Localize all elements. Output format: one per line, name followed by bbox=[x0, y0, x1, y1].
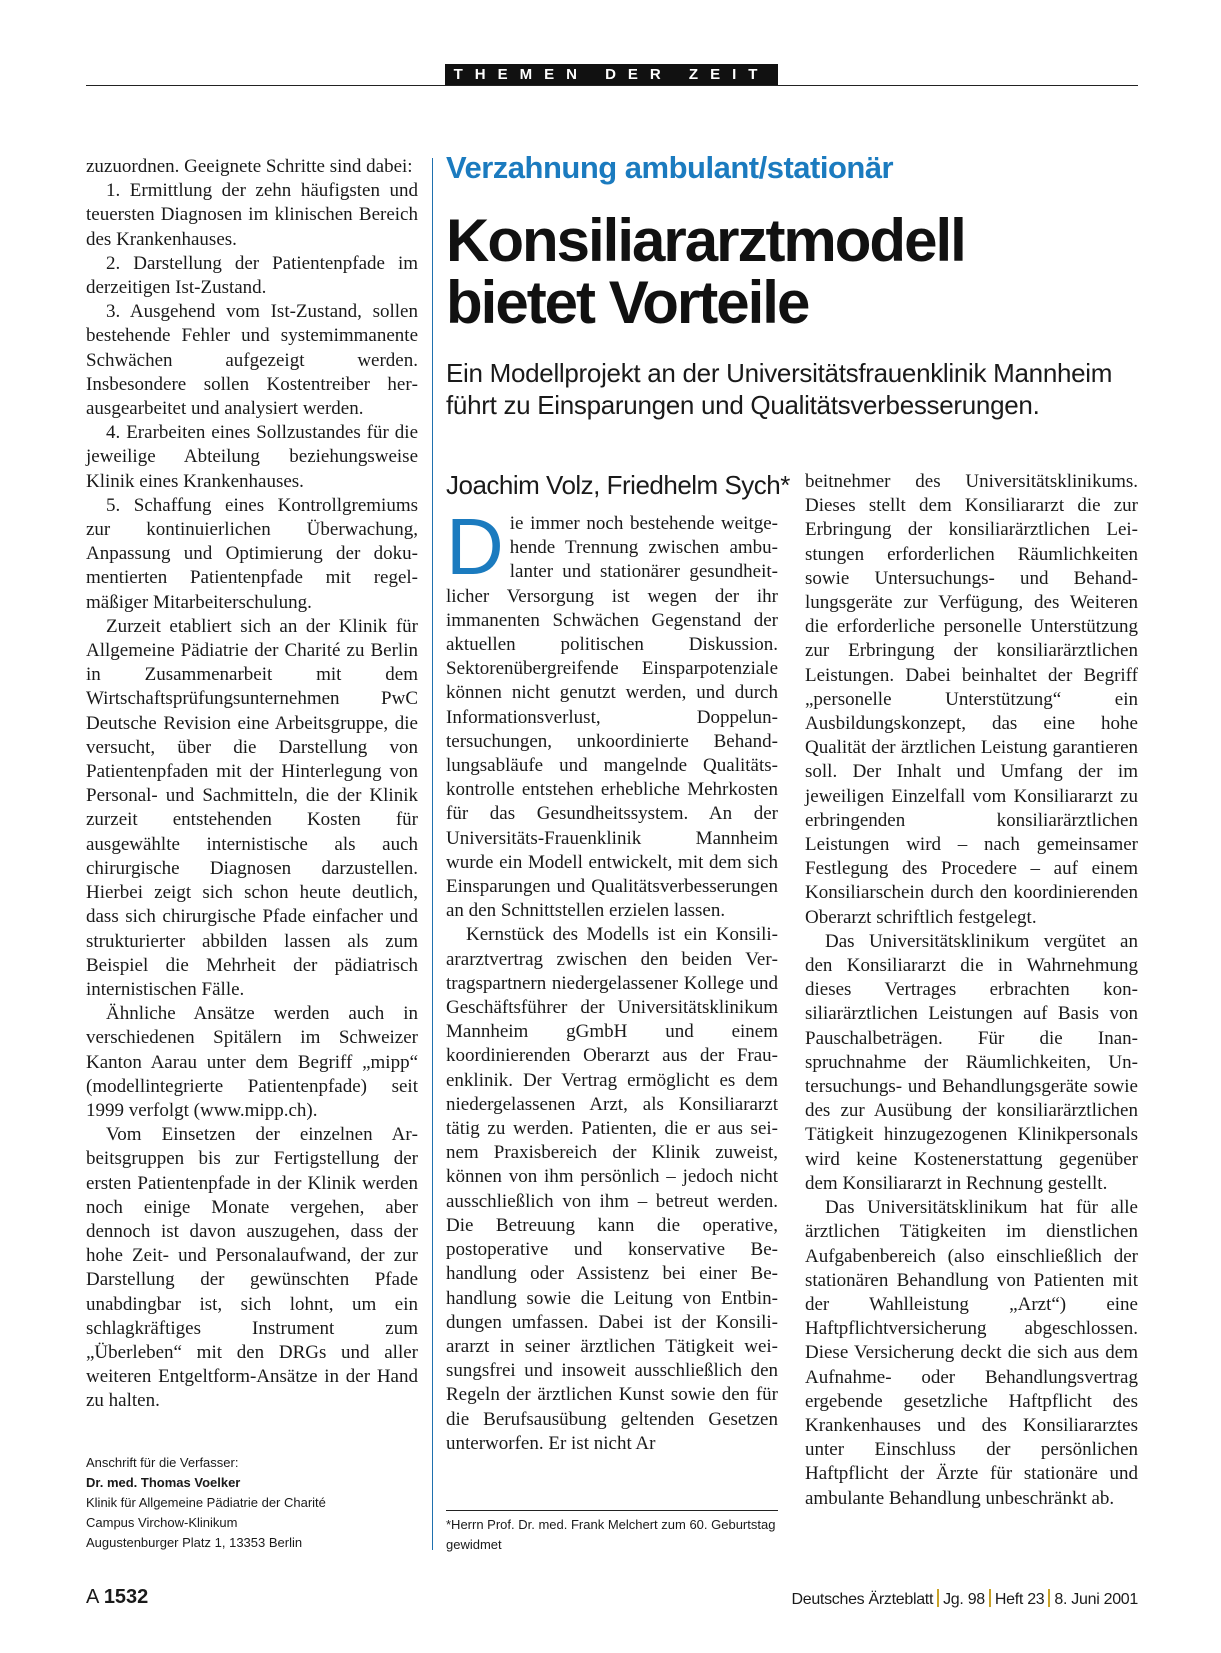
headline-line: Konsiliararztmodell bbox=[446, 207, 965, 274]
deck-line: Ein Modellprojekt an der Universitätsfrauenklinik Mannheim bbox=[446, 358, 1113, 388]
paragraph-text: ie immer noch bestehende weitgehende Trennung zwischen ambulanter und stationärer gesundheitlicher Versorgung ist wegen der ihr immanenten Schwächen Gegenstand der aktuellen politischen Diskussion. Sektorenübergreifende Einsparpotenziale können nicht genutzt werden, und durch Informationsverlust, Doppeluntersuchungen, unkoordinierte Behandlungsabläufe und mangelnde Qualitätskontrolle entstehen erhebliche Mehrkosten für das Gesundheitssystem. An der Universitäts-Frauenklinik Mannheim wurde ein Modell entwickelt, mit dem sich Einsparungen und Qualitätsverbesserungen an den Schnittstellen erzielen lassen. bbox=[446, 513, 778, 922]
paragraph: Zurzeit etabliert sich an der Klinik für Allgemeine Pädiatrie der Charité zu Berlin in Zusammenarbeit mit dem Wirtschaftsprüfungsunternehmen PwC Deutsche Revision eine Arbeitsgruppe, die versucht, über die Darstellung von Patientenpfaden mit der Hinterlegung von Personal- und Sachmitteln, die der Klinik zurzeit entstehenden Kosten für ausgewählte internistische als auch chirurgische Diagnosen darzustellen. Hierbei zeigt sich schon heute deutlich, dass sich chirurgische Pfade einfacher und strukturierter abbilden lassen als zum Beispiel die Mehrheit der pädiatrisch internistischen Fälle. bbox=[86, 615, 418, 1000]
address-line: Campus Virchow-Klinikum bbox=[86, 1515, 238, 1530]
paragraph: Ähnliche Ansätze werden auch in verschiedenen Spitälern im Schweizer Kanton Aarau unter dem Begriff „mipp“ (modellintegrierte Patientenpfade) seit 1999 verfolgt (www.mipp.ch). bbox=[86, 1003, 418, 1121]
footnote: *Herrn Prof. Dr. med. Frank Melchert zum 60. Geburtstag gewidmet bbox=[446, 1517, 776, 1552]
journal-name: Deutsches Ärzteblatt bbox=[791, 1591, 934, 1608]
paragraph: Vom Einsetzen der einzelnen Arbeitsgruppen bis zur Fertigstellung der ersten Patientenpfade in der Klinik werden noch einige Monate vergehen, aber dennoch ist davon auszugehen, dass der hohe Zeit- und Personalaufwand, der zur Darstellung der gewünschten Pfade unabdingbar ist, sich lohnt, um ein schlagkräftiges Instrument zum „Überleben“ mit den DRGs und aller weiteren Entgeltform-Ansätze in der Hand zu halten. bbox=[86, 1124, 418, 1412]
list-item: 5. Schaffung eines Kontrollgremiums zur kontinuierlichen Überwachung, Anpassung und Optimierung der dokumentierten Patientenpfade mit regelmäßiger Mitarbeiterschulung. bbox=[86, 494, 418, 613]
footnote-rule bbox=[446, 1510, 778, 1511]
list-item: 4. Erarbeiten eines Sollzustandes für die jeweilige Abteilung beziehungsweise Klinik eines Krankenhauses. bbox=[86, 422, 418, 492]
author-address bbox=[86, 1453, 416, 1553]
deck-line: führt zu Einsparungen und Qualitätsverbesserungen. bbox=[446, 390, 1040, 420]
paragraph: Kernstück des Modells ist ein Konsiliararztvertrag zwischen den beiden Vertragspartnern niedergelassener Kollege und Geschäftsführer der Universitätsklinikum Mannheim gGmbH und einem koordinierenden Oberarzt aus der Frauenklinik. Der Vertrag ermöglicht es dem niedergelassenen Arzt, als Konsiliararzt tätig zu werden. Patienten, die er aus seinem Praxisbereich der Klinik zuweist, können von ihm persönlich – jedoch nicht ausschließlich von ihm – betreut werden. Die Betreuung kann die operative, postoperative und konservative Behandlung oder Assistenz bei einer Behandlung sowie die Leitung von Entbindungen umfassen. Dabei ist der Konsiliararzt in seiner ärztlichen Tätigkeit weisungsfrei und insoweit ausschließlich den Regeln der ärztlichen Kunst sowie den für die Berufsausübung geltenden Gesetzen unterworfen. Er ist nicht Ar bbox=[446, 924, 778, 1454]
paragraph: Das Universitätsklinikum vergütet an den Konsiliararzt die in Wahrnehmung dieses Vertrages erbrachten konsiliarärztlichen Leistungen auf Basis von Pauschalbeträgen. Für die Inanspruchnahme der Räumlichkeiten, Untersuchungs- und Behandlungsgeräte sowie des zur Ausübung der konsiliarärztlichen Tätigkeit hinzugezogenen Klinikpersonals wird keine Kostenerstattung gegenüber dem Konsiliararzt in Rechnung gestellt. bbox=[805, 930, 1138, 1194]
headline-line: bietet Vorteile bbox=[446, 269, 809, 336]
paragraph: beitnehmer des Universitätsklinikums. Dieses stellt dem Konsiliararzt die zur Erbringung der konsiliarärztlichen Leistungen erforderlichen Räumlichkeiten sowie Untersuchungs- und Behandlungsgeräte zur Verfügung, des Weiteren die erforderliche personelle Unterstützung zur Erbringung der konsiliarärztlichen Leistungen. Dabei beinhaltet der Begriff „personelle Unterstützung“ ein Ausbildungskonzept, das eine hohe Qualität der ärztlichen Leistung garantieren soll. Der Inhalt und Umfang der im jeweiligen Einzelfall vom Konsiliararzt zu erbringenden konsiliarärztlichen Leistungen wird – nach gemeinsamer Festlegung des Procedere – auf einem Konsiliarschein durch den koordinierenden Oberarzt schriftlich festgelegt. bbox=[805, 471, 1138, 928]
paragraph: Das Universitätsklinikum hat für alle ärztlichen Tätigkeiten im dienstlichen Aufgabenbereich (also einschließlich der stationären Behandlung von Patienten mit der Wahlleistung „Arzt“) eine Haftpflichtversicherung abgeschlossen. Diese Versicherung deckt die sich aus dem Aufnahme- oder Behandlungsvertrag ergebende gesetzliche Haftpflicht des Krankenhauses und des Konsiliararztes unter Einschluss der persönlichen Haftpflicht der Ärzte für stationäre und ambulante Behandlung unbeschränkt ab. bbox=[805, 1197, 1138, 1509]
volume: Jg. 98 bbox=[943, 1591, 985, 1608]
address-line: Klinik für Allgemeine Pädiatrie der Charité bbox=[86, 1495, 326, 1510]
list-item: 3. Ausgehend vom Ist-Zustand, sollen bestehende Fehler und systemimmanente Schwächen aufgezeigt werden. Insbesondere sollen Kostentreiber herausgearbeitet und analysiert werden. bbox=[86, 301, 418, 420]
drop-cap: D bbox=[446, 502, 504, 591]
list-item: 2. Darstellung der Patientenpfade im derzeitigen Ist-Zustand. bbox=[86, 252, 418, 299]
address-intro: Anschrift für die Verfasser: bbox=[86, 1455, 239, 1470]
article-deck bbox=[446, 357, 1146, 421]
address-name: Dr. med. Thomas Voelker bbox=[86, 1475, 241, 1490]
issue-info bbox=[791, 1589, 1138, 1609]
issue-number: Heft 23 bbox=[994, 1591, 1045, 1608]
previous-article-column bbox=[86, 155, 418, 1414]
article-column-2 bbox=[805, 470, 1138, 1511]
separator bbox=[937, 1589, 939, 1607]
byline: Joachim Volz, Friedhelm Sych* bbox=[446, 470, 790, 500]
issue-date: 8. Juni 2001 bbox=[1054, 1591, 1138, 1608]
article-kicker: Verzahnung ambulant/stationär bbox=[446, 150, 894, 185]
article-headline bbox=[446, 207, 965, 336]
header-rule bbox=[86, 85, 1138, 86]
article-column-1 bbox=[446, 502, 778, 1456]
page-folio bbox=[86, 1586, 148, 1609]
separator bbox=[989, 1589, 991, 1607]
paragraph bbox=[446, 502, 778, 923]
paragraph: zuzuordnen. Geeignete Schritte sind dabei: bbox=[86, 156, 413, 177]
column-divider bbox=[432, 158, 433, 1550]
address-line: Augustenburger Platz 1, 13353 Berlin bbox=[86, 1535, 303, 1550]
separator bbox=[1048, 1589, 1050, 1607]
section-letter: A bbox=[86, 1586, 99, 1608]
page-number: 1532 bbox=[103, 1586, 149, 1608]
section-label: THEMEN DER ZEIT bbox=[445, 64, 778, 86]
list-item: 1. Ermittlung der zehn häufigsten und teuersten Diagnosen im klinischen Bereich des Krankenhauses. bbox=[86, 180, 418, 250]
